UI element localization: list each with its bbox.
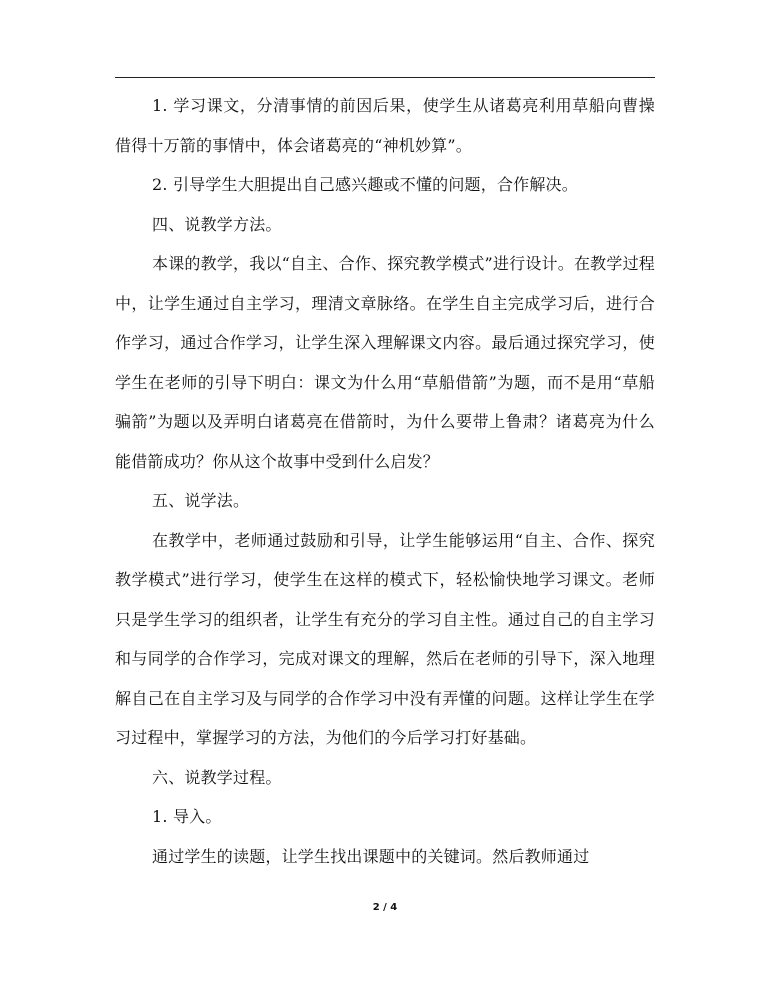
paragraph-learning-method: 在教学中，老师通过鼓励和引导，让学生能够运用“自主、合作、探究教学模式”进行学习，使学生在这样的模式下，轻松愉快地学习课文。老师只是学生学习的组织者，让学生有充分的学习自主性。通过自己的自主学习和与同学的合作学习，完成对课文的理解，然后在老师的引导下，深入地理解自己在自主学习及与同学的合作学习中没有弄懂的问题。这样让学生在学习过程中，掌握学习的方法，为他们的今后学习打好基础。 (115, 530, 655, 747)
paragraph-goal-2: 2. 引导学生大胆提出自己感兴趣或不懂的问题，合作解决。 (152, 175, 578, 194)
heading-teaching-process: 六、说教学过程。 (152, 767, 282, 787)
heading-introduction: 1. 导入。 (152, 807, 222, 826)
paragraph-goal-1: 1. 学习课文，分清事情的前因后果，使学生从诸葛亮利用草船向曹操借得十万箭的事情中，体会诸葛亮的“神机妙算”。 (115, 96, 655, 155)
paragraph-teaching-method: 本课的教学，我以“自主、合作、探究教学模式”进行设计。在教学过程中，让学生通过自主学习，理清文章脉络。在学生自主完成学习后，进行合作学习，通过合作学习，让学生深入理解课文内容。最后通过探究学习，使学生在老师的引导下明白：课文为什么用“草船借箭”为题，而不是用“草船骗箭”为题以及弄明白诸葛亮在借箭时，为什么要带上鲁肃？诸葛亮为什么能借箭成功？你从这个故事中受到什么启发？ (115, 254, 655, 471)
paragraph-introduction: 通过学生的读题，让学生找出课题中的关键词。然后教师通过 (152, 846, 590, 866)
document-body (115, 86, 655, 876)
header-rule (115, 77, 655, 78)
page-number: 2 / 4 (372, 902, 398, 913)
heading-learning-method: 五、说学法。 (152, 491, 250, 510)
heading-teaching-method: 四、说教学方法。 (152, 214, 282, 234)
